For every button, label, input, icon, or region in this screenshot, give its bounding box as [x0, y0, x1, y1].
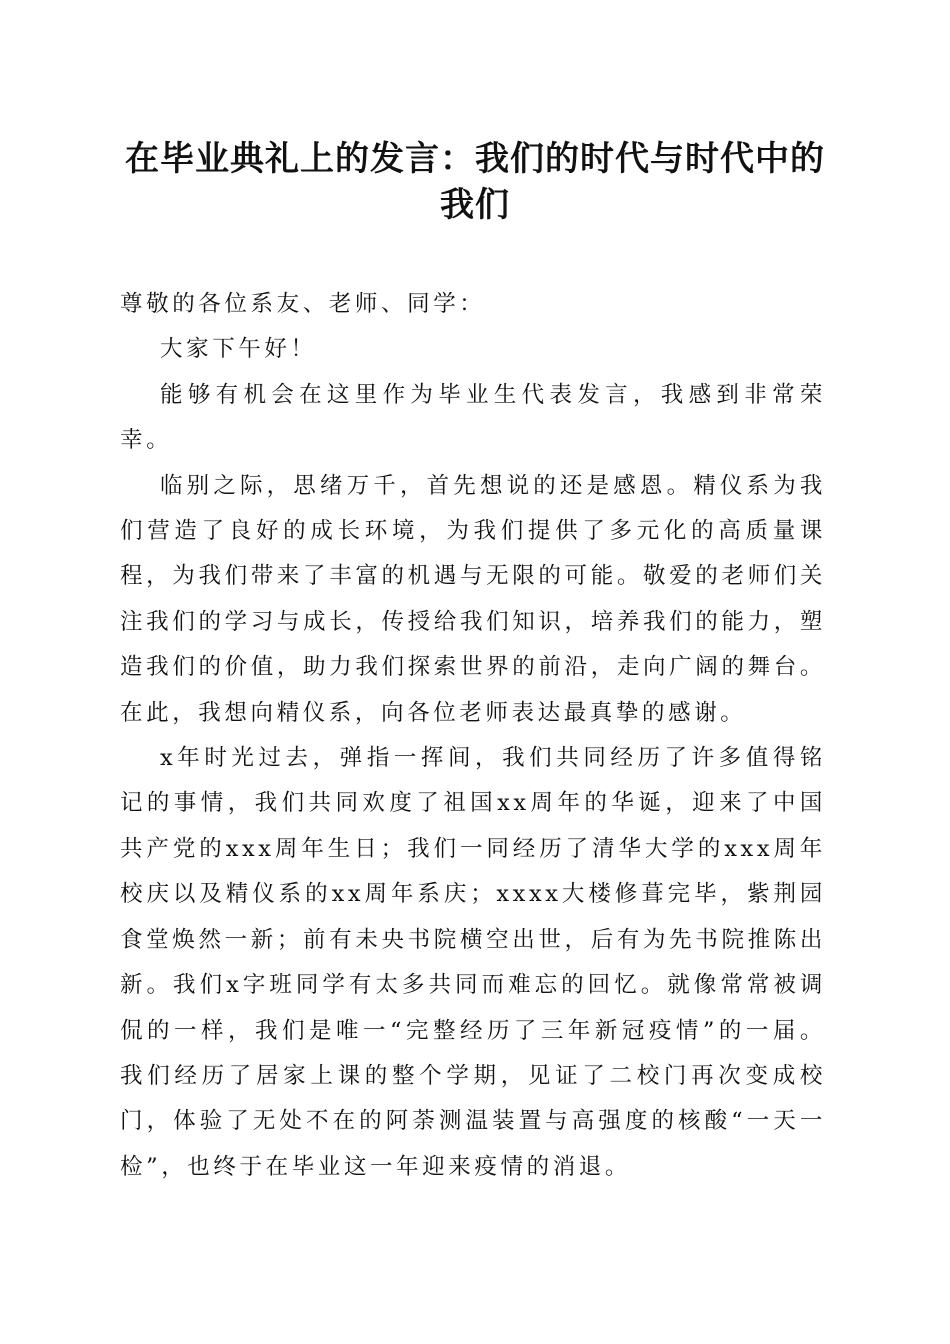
gratitude-paragraph: 临别之际，思绪万千，首先想说的还是感恩。精仪系为我们营造了良好的成长环境，为我们提供了多元化的高质量课程，为我们带来了丰富的机遇与无限的可能。敬爱的老师们关注我们的学习与成长，传授给我们知识，培养我们的能力，塑造我们的价值，助力我们探索世界的前沿，走向广阔的舞台。在此，我想向精仪系，向各位老师表达最真挚的感谢。	[120, 472, 826, 726]
greeting-paragraph: 大家下午好！	[160, 336, 317, 363]
document-title: 在毕业典礼上的发言：我们的时代与时代中的我们	[125, 139, 825, 225]
document-body	[120, 282, 826, 1190]
memories-paragraph: x年时光过去，弹指一挥间，我们共同经历了许多值得铭记的事情，我们共同欢度了祖国xx周年的华诞，迎来了中国共产党的xxx周年生日；我们一同经历了清华大学的xxx周年校庆以及精仪系的xx周年系庆；xxxx大楼修葺完毕，紫荆园食堂焕然一新；前有未央书院横空出世，后有为先书院推陈出新。我们x字班同学有太多共同而难忘的回忆。就像常常被调侃的一样，我们是唯一“完整经历了三年新冠疫情”的一届。我们经历了居家上课的整个学期，见证了二校门再次变成校门，体验了无处不在的阿荼测温装置与高强度的核酸“一天一检”，也终于在毕业这一年迎来疫情的消退。	[120, 745, 826, 1180]
salutation: 尊敬的各位系友、老师、同学：	[120, 291, 486, 317]
honor-paragraph: 能够有机会在这里作为毕业生代表发言，我感到非常荣幸。	[120, 381, 826, 454]
